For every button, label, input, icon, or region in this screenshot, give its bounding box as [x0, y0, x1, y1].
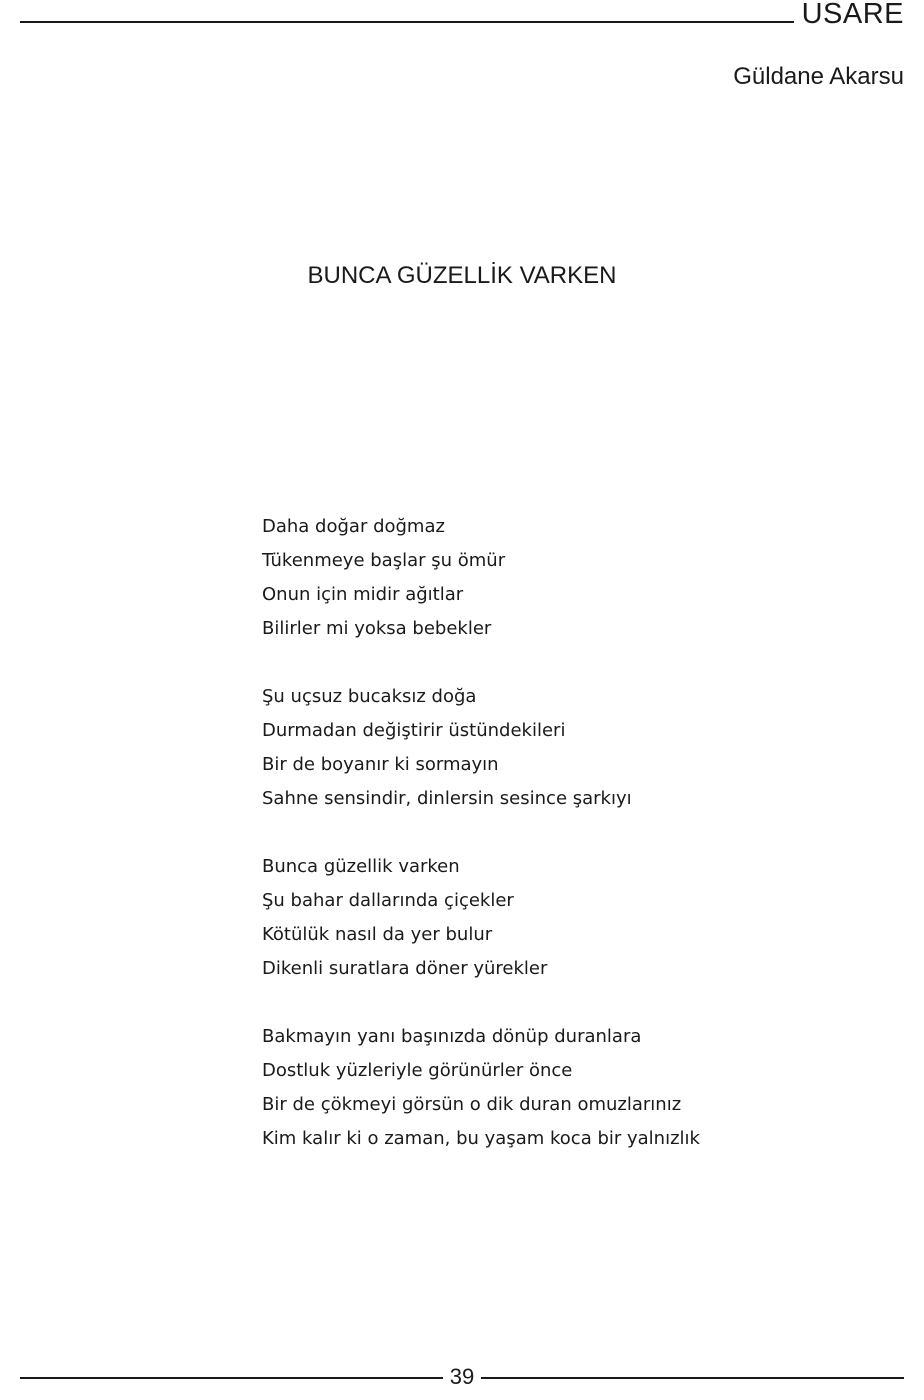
poem-title: BUNCA GÜZELLİK VARKEN [307, 262, 617, 289]
poem-line: Kötülük nasıl da yer bulur [262, 924, 493, 945]
poem-line: Onun için midir ağıtlar [262, 584, 464, 605]
poem-line: Bir de boyanır ki sormayın [262, 754, 499, 775]
poem-line: Bir de çökmeyi görsün o dik duran omuzlarınız [262, 1094, 682, 1115]
stanza-3 [262, 850, 700, 986]
footer-rule-left [20, 1377, 443, 1379]
footer-rule-right [481, 1377, 904, 1379]
poem-line: Sahne sensindir, dinlersin sesince şarkıyı [262, 788, 632, 809]
header-rule [20, 21, 794, 23]
poem-line: Dostluk yüzleriyle görünürler önce [262, 1060, 573, 1081]
poem-line: Durmadan değiştirir üstündekileri [262, 720, 566, 741]
poem-line: Bunca güzellik varken [262, 856, 460, 877]
author-name: Güldane Akarsu [733, 63, 904, 90]
stanza-1 [262, 510, 700, 646]
stanza-2 [262, 680, 700, 816]
poem-line: Şu uçsuz bucaksız doğa [262, 686, 477, 707]
poem-line: Dikenli suratlara döner yürekler [262, 958, 548, 979]
page-number: 39 [449, 1364, 475, 1389]
poem-line: Daha doğar doğmaz [262, 516, 445, 537]
poem-line: Kim kalır ki o zaman, bu yaşam koca bir yalnızlık [262, 1128, 700, 1149]
poem-line: Tükenmeye başlar şu ömür [262, 550, 506, 571]
poem-line: Bakmayın yanı başınızda dönüp duranlara [262, 1026, 642, 1047]
stanza-4 [262, 1020, 700, 1156]
poem-line: Bilirler mi yoksa bebekler [262, 618, 492, 639]
poem-body [262, 510, 700, 1190]
poem-line: Şu bahar dallarında çiçekler [262, 890, 514, 911]
journal-name: USARE [801, 0, 904, 30]
